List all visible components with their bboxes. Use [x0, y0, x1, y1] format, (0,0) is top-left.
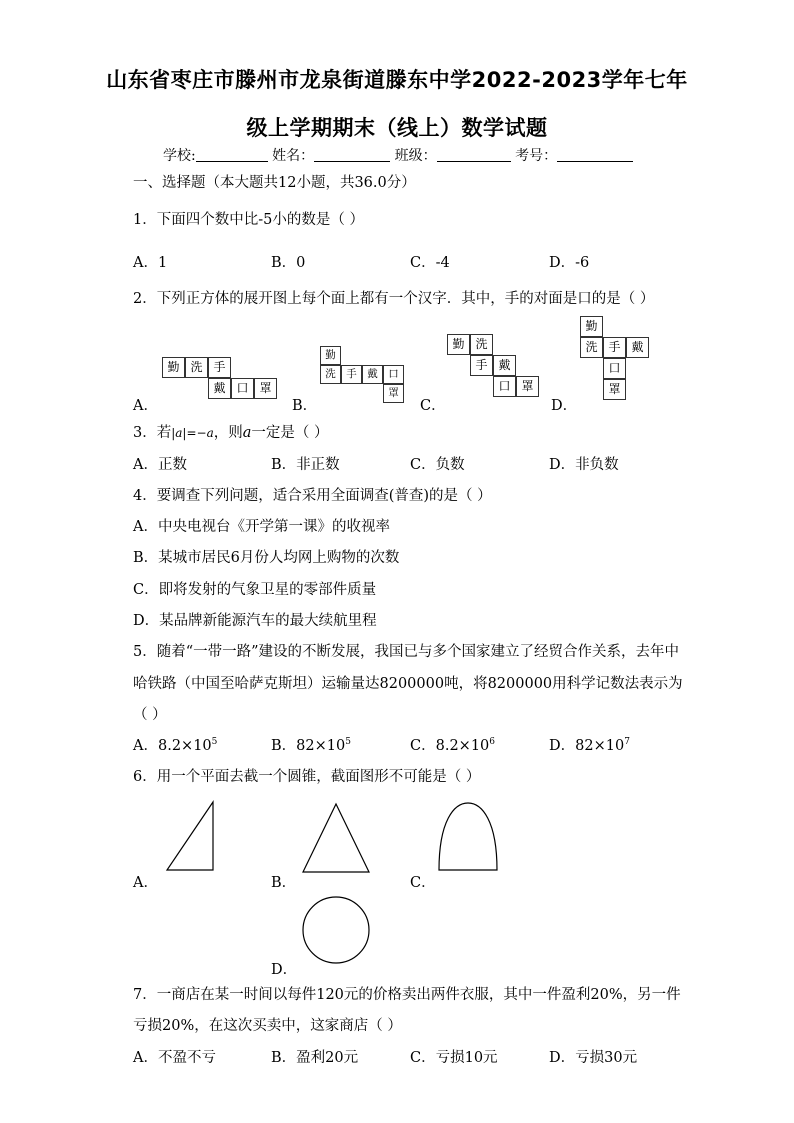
- q2-stem: 2．下列正方体的展开图上每个面上都有一个汉字．其中，手的对面是口的是（ ）: [133, 291, 655, 307]
- net-cell: 手: [470, 355, 493, 376]
- q3-option-a: A．正数: [133, 457, 187, 473]
- exam-no-blank: [557, 147, 633, 162]
- q6-option-c-label: C．: [410, 875, 436, 891]
- section-heading: 一、选择题（本大题共12小题，共36.0分）: [133, 175, 416, 191]
- option-label: B．: [271, 738, 297, 754]
- option-label: C．: [410, 738, 436, 754]
- q4-option-c: C．即将发射的气象卫星的零部件质量: [133, 582, 377, 598]
- net-cell: 手: [208, 357, 231, 378]
- q7-stem-line1: 7．一商店在某一时间以每件120元的价格卖出两件衣服，其中一件盈利20%，另一件: [133, 987, 681, 1003]
- net-cell: 口: [383, 365, 404, 384]
- net-cell: 戴: [626, 337, 649, 358]
- q1-option-a: A．1: [133, 255, 168, 271]
- option-base: 8.2×10: [157, 738, 212, 754]
- net-cell: 戴: [208, 378, 231, 399]
- q5-option-a: [133, 734, 217, 755]
- q4-option-d: D．某品牌新能源汽车的最大续航里程: [133, 613, 377, 629]
- net-cell: 罩: [516, 376, 539, 397]
- net-cell: 口: [231, 378, 254, 399]
- q2-option-d-label: D．: [551, 398, 578, 414]
- net-cell: 口: [493, 376, 516, 397]
- net-cell: 洗: [185, 357, 208, 378]
- q2-option-b-label: B．: [292, 398, 318, 414]
- name-blank: [314, 147, 390, 162]
- net-cell: 洗: [320, 365, 341, 384]
- option-exponent: 6: [489, 737, 496, 747]
- q2-option-a-label: A．: [133, 398, 158, 414]
- option-base: 8.2×10: [435, 738, 490, 754]
- option-exponent: 7: [624, 737, 630, 747]
- q1-stem: 1．下面四个数中比-5小的数是（ ）: [133, 212, 364, 228]
- q3-prefix: 3．若: [133, 425, 172, 441]
- parabolic-section-shape: [436, 801, 500, 873]
- q4-stem: 4．要调查下列问题，适合采用全面调查(普查)的是（ ）: [133, 488, 492, 504]
- q7-option-b: B．盈利20元: [271, 1050, 359, 1066]
- q3-equation: =−a: [186, 426, 214, 440]
- q5-option-c: [410, 734, 495, 755]
- q1-option-b: B．0: [271, 255, 306, 271]
- q4-option-a: A．中央电视台《开学第一课》的收视率: [133, 519, 390, 535]
- q2-option-c-label: C．: [420, 398, 446, 414]
- q1-option-c: C．-4: [410, 255, 450, 271]
- page-title: 山东省枣庄市滕州市龙泉街道滕东中学2022-2023学年七年: [106, 68, 688, 92]
- q3-option-c: C．负数: [410, 457, 465, 473]
- student-info-row: [163, 145, 633, 165]
- q7-stem-line2: 亏损20%，在这次买卖中，这家商店（ ）: [133, 1018, 402, 1034]
- option-label: A．: [133, 738, 158, 754]
- net-cell: 洗: [580, 337, 603, 358]
- net-cell: 洗: [470, 334, 493, 355]
- q3-suffix: 一定是（ ）: [251, 425, 329, 441]
- q6-option-a-label: A．: [133, 875, 158, 891]
- q6-option-b-label: B．: [271, 875, 297, 891]
- q3-stem: [133, 421, 329, 442]
- net-cell: 勤: [320, 346, 341, 365]
- isosceles-triangle-shape: [301, 802, 371, 874]
- option-exponent: 5: [211, 737, 218, 747]
- net-cell: 罩: [254, 378, 277, 399]
- net-cell: 戴: [493, 355, 516, 376]
- class-blank: [437, 147, 511, 162]
- option-label: D．: [549, 738, 576, 754]
- q5-stem-line1: 5．随着“一带一路”建设的不断发展，我国已与多个国家建立了经贸合作关系，去年中: [133, 644, 680, 660]
- q5-option-b: [271, 734, 351, 755]
- net-cell: 勤: [447, 334, 470, 355]
- exam-no-label: 考号：: [515, 148, 558, 164]
- page-title-line2: 级上学期期末（线上）数学试题: [246, 116, 548, 140]
- net-cell: 手: [603, 337, 626, 358]
- circle-shape: [301, 895, 371, 965]
- net-cell: 罩: [383, 384, 404, 403]
- name-label: 姓名：: [272, 148, 315, 164]
- school-label: 学校:: [163, 148, 196, 164]
- q6-stem: 6．用一个平面去截一个圆锥，截面图形不可能是（ ）: [133, 769, 481, 785]
- q7-option-d: D．亏损30元: [549, 1050, 638, 1066]
- q5-option-d: [549, 734, 630, 755]
- net-cell: 勤: [162, 357, 185, 378]
- q7-option-a: A．不盈不亏: [133, 1050, 216, 1066]
- net-cell: 勤: [580, 316, 603, 337]
- q6-option-d-label: D．: [271, 962, 298, 978]
- option-base: 82×10: [575, 738, 625, 754]
- net-cell: 口: [603, 358, 626, 379]
- q1-option-d: D．-6: [549, 255, 590, 271]
- q3-var-a: a: [242, 425, 252, 441]
- class-label: 班级：: [394, 148, 437, 164]
- q3-mid: ，则: [213, 425, 243, 441]
- net-cell: 手: [341, 365, 362, 384]
- q5-stem-line3: （ ）: [133, 707, 167, 723]
- q3-abs-a: |a|: [171, 426, 187, 440]
- q5-stem-line2: 哈铁路（中国至哈萨克斯坦）运输量达8200000吨，将8200000用科学记数法表示为: [133, 676, 683, 692]
- net-cell: 罩: [603, 379, 626, 400]
- net-cell: 戴: [362, 365, 383, 384]
- school-blank: [196, 147, 268, 162]
- q3-option-b: B．非正数: [271, 457, 340, 473]
- right-triangle-shape: [165, 800, 215, 872]
- q7-option-c: C．亏损10元: [410, 1050, 498, 1066]
- option-base: 82×10: [296, 738, 346, 754]
- q3-option-d: D．非负数: [549, 457, 619, 473]
- option-exponent: 5: [345, 737, 351, 747]
- q4-option-b: B．某城市居民6月份人均网上购物的次数: [133, 550, 400, 566]
